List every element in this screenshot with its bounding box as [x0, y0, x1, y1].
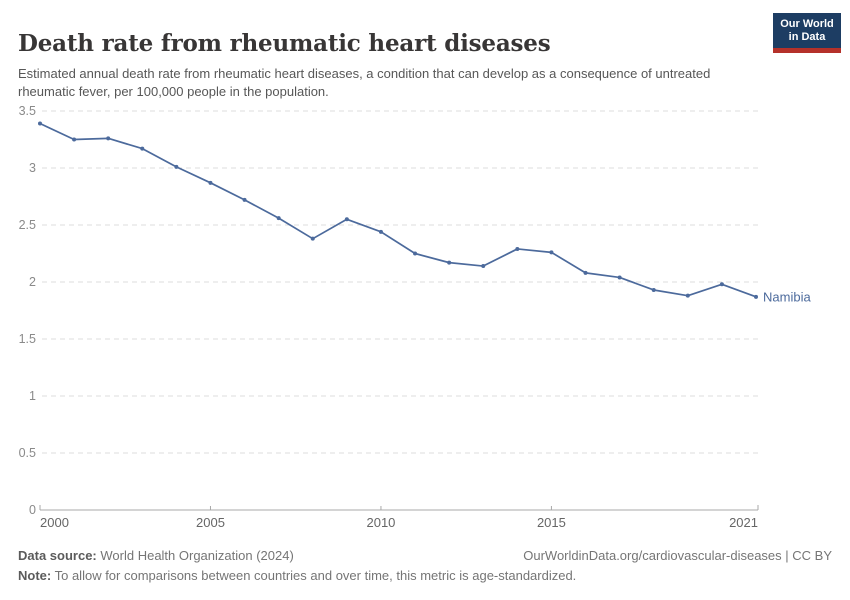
y-tick-label: 2.5	[18, 218, 36, 232]
data-point	[447, 261, 451, 265]
y-tick-label: 0	[29, 503, 36, 517]
data-source-value: World Health Organization (2024)	[100, 548, 294, 563]
data-point	[243, 198, 247, 202]
x-tick-label: 2000	[40, 515, 69, 530]
data-point	[106, 136, 110, 140]
y-tick-label: 3.5	[18, 104, 36, 118]
chart-subtitle: Estimated annual death rate from rheumatic heart diseases, a condition that can develop as a consequence of untreated rheumatic fever, per 100,000 people in the population.	[18, 66, 711, 99]
y-tick-label: 1.5	[18, 332, 36, 346]
data-point	[208, 181, 212, 185]
data-source-label: Data source:	[18, 548, 97, 563]
data-point	[549, 250, 553, 254]
data-point	[311, 237, 315, 241]
owid-logo[interactable]	[773, 13, 841, 53]
y-tick-label: 0.5	[18, 446, 36, 460]
data-point	[720, 282, 724, 286]
data-source-line	[18, 546, 294, 566]
owid-logo-line1: Our World	[780, 18, 834, 30]
data-point	[38, 122, 42, 126]
data-point	[140, 147, 144, 151]
note-label: Note:	[18, 568, 52, 583]
line-chart[interactable]	[0, 97, 850, 542]
owid-logo-line2: in Data	[788, 31, 826, 43]
data-point	[652, 288, 656, 292]
owid-link[interactable]: OurWorldinData.org/cardiovascular-diseases | CC BY	[523, 548, 832, 563]
data-point	[277, 216, 281, 220]
y-tick-label: 3	[29, 161, 36, 175]
data-point	[584, 271, 588, 275]
data-point	[481, 264, 485, 268]
data-point	[174, 165, 178, 169]
data-line	[40, 124, 756, 297]
data-point	[618, 275, 622, 279]
y-tick-label: 2	[29, 275, 36, 289]
series-label: Namibia	[763, 289, 811, 305]
data-point	[345, 217, 349, 221]
data-point	[754, 295, 758, 299]
data-point	[686, 294, 690, 298]
data-point	[515, 247, 519, 251]
x-tick-label: 2010	[366, 515, 396, 530]
x-tick-label: 2015	[536, 515, 566, 530]
data-point	[72, 138, 76, 142]
x-tick-label: 2005	[196, 515, 225, 530]
chart-footer	[18, 546, 832, 586]
page-title: Death rate from rheumatic heart diseases	[18, 30, 551, 58]
data-point	[379, 230, 383, 234]
note-line	[18, 566, 832, 586]
x-tick-label: 2021	[729, 515, 758, 530]
y-tick-label: 1	[29, 389, 36, 403]
data-point	[413, 252, 417, 256]
note-value: To allow for comparisons between countries and over time, this metric is age-standardized.	[54, 568, 577, 583]
